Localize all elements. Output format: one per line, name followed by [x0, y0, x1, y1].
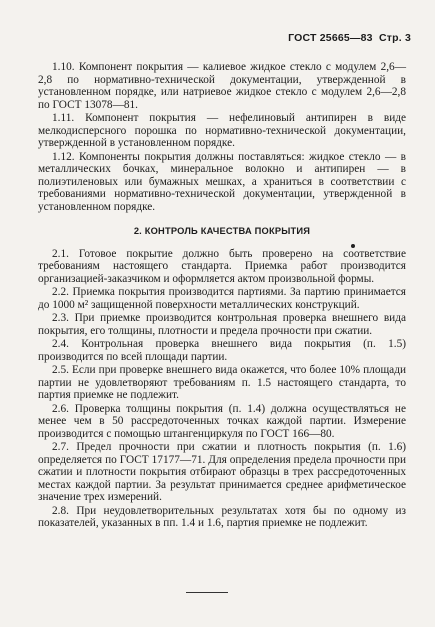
- paragraph-2-5: 2.5. Если при проверке внешнего вида окажется, что более 10% площади партии не удовлетворяют требованиям п. 1.5 настоящего стандарта, то партия приемке не подлежит.: [38, 364, 406, 401]
- paragraph-1-12: 1.12. Компоненты покрытия должны поставляться: жидкое стекло — в металлических бочках, минеральное волокно и антипирен — в полиэтиленовых или бумажных мешках, а храниться в соответствии с требованиями нормативно-технической документации, утвержденной в установленном порядке.: [38, 150, 406, 213]
- page-number: Стр. 3: [378, 32, 411, 44]
- paragraph-2-1: 2.1. Готовое покрытие должно быть проверено на соответствие требованиям настоящего стандарта. Приемка работ производится организацией-заказчиком и оформляется актом произвольной формы.: [38, 247, 406, 285]
- standard-number: ГОСТ 25665—83: [288, 32, 373, 44]
- page-header: [288, 32, 411, 44]
- paragraph-1-10: 1.10. Компонент покрытия — калиевое жидкое стекло с модулем 2,6—2,8 по нормативно-технической документации, утвержденной в установленном порядке, или натриевое жидкое стекло с модулем 2,6—2,8 по ГОСТ 13078—81.: [38, 61, 406, 111]
- paragraph-2-7: 2.7. Предел прочности при сжатии и плотность покрытия (п. 1.6) определяется по ГОСТ 17177—71. Для определения предела прочности при сжатии и плотности покрытия отбирают образцы в трех рассредоточенных местах каждой партии. За результат принимается среднее арифметическое значение трех измерений.: [38, 441, 406, 503]
- document-body: [38, 61, 406, 530]
- paragraph-2-8: 2.8. При неудовлетворительных результатах хотя бы по одному из показателей, указанных в пп. 1.4 и 1.6, партия приемке не подлежит.: [38, 504, 406, 529]
- paragraph-1-11: 1.11. Компонент покрытия — нефелиновый антипирен в виде мелкодисперсного порошка по нормативно-технической документации, утвержденной в установленном порядке.: [38, 112, 406, 149]
- paragraph-2-3: 2.3. При приемке производится контрольная проверка внешнего вида покрытия, его толщины, плотности и предела прочности при сжатии.: [38, 312, 406, 337]
- paragraph-2-6: 2.6. Проверка толщины покрытия (п. 1.4) должна осуществляться не менее чем в 50 рассредоточенных точках каждой партии. Измерение производится с помощью штангенциркуля по ГОСТ 166—80.: [38, 402, 406, 440]
- paragraph-2-4: 2.4. Контрольная проверка внешнего вида покрытия (п. 1.5) производится по всей площади партии.: [38, 338, 406, 363]
- footer-rule: [186, 592, 228, 593]
- paragraph-2-2: 2.2. Приемка покрытия производится партиями. За партию принимается до 1000 м² защищенной поверхности металлических конструкций.: [38, 286, 406, 311]
- section-title: 2. КОНТРОЛЬ КАЧЕСТВА ПОКРЫТИЯ: [133, 226, 311, 236]
